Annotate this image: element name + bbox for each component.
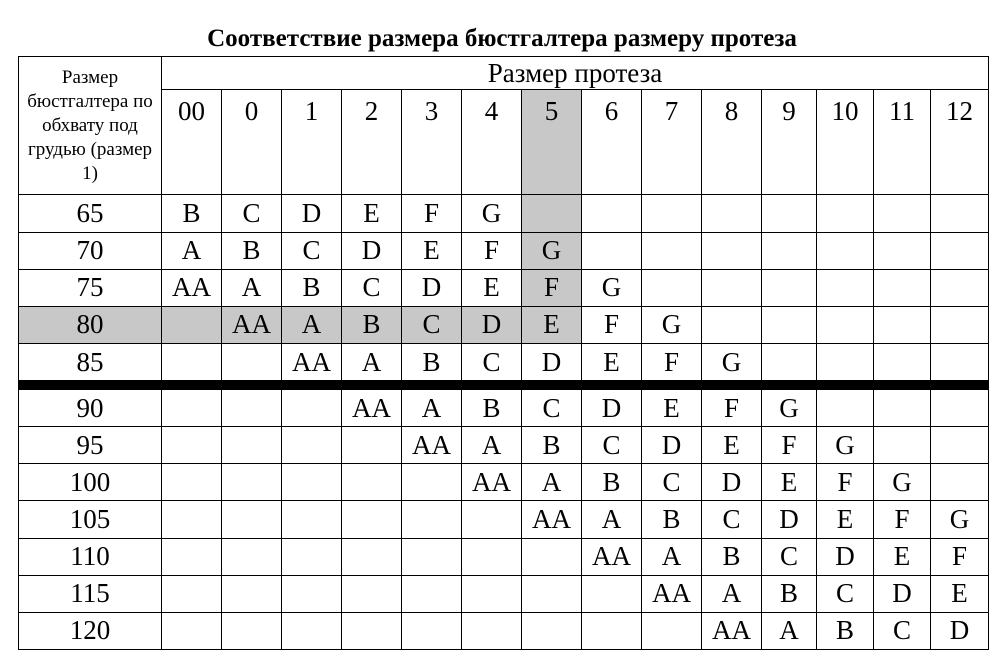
cup-size-cell: F	[762, 427, 817, 464]
cup-size-cell	[874, 385, 931, 427]
prosthesis-size-11: 11	[874, 90, 931, 195]
cup-size-cell: E	[342, 195, 402, 232]
cup-size-cell: AA	[342, 385, 402, 427]
table-row	[19, 538, 989, 575]
cup-size-cell	[817, 195, 874, 232]
table-row	[19, 232, 989, 269]
cup-size-cell: G	[462, 195, 522, 232]
cup-size-cell: F	[817, 464, 874, 501]
cup-size-cell: C	[817, 575, 874, 612]
page-title: Соответствие размера бюстгалтера размеру протеза	[207, 25, 797, 52]
cup-size-cell	[282, 501, 342, 538]
cup-size-cell	[817, 306, 874, 343]
cup-size-cell	[642, 612, 702, 649]
cup-size-cell	[702, 232, 762, 269]
cup-size-cell: A	[282, 306, 342, 343]
cup-size-cell: E	[642, 385, 702, 427]
cup-size-cell: D	[522, 343, 582, 385]
prosthesis-size-header: Размер протеза	[162, 57, 989, 90]
cup-size-cell: D	[702, 464, 762, 501]
cup-size-cell: E	[817, 501, 874, 538]
cup-size-cell: C	[522, 385, 582, 427]
cup-size-cell: D	[342, 232, 402, 269]
table-row	[19, 464, 989, 501]
cup-size-cell	[762, 343, 817, 385]
cup-size-cell: G	[642, 306, 702, 343]
band-size-header: Размер бюстгалтера по обхвату под грудью (размер 1)	[19, 57, 162, 195]
cup-size-cell: A	[222, 269, 282, 306]
band-size-cell: 100	[19, 464, 162, 501]
cup-size-cell: AA	[642, 575, 702, 612]
cup-size-cell	[222, 538, 282, 575]
cup-size-cell: C	[402, 306, 462, 343]
band-size-cell: 65	[19, 195, 162, 232]
cup-size-cell	[817, 269, 874, 306]
cup-size-cell	[162, 464, 222, 501]
cup-size-cell: C	[582, 427, 642, 464]
cup-size-cell: AA	[282, 343, 342, 385]
cup-size-cell	[402, 575, 462, 612]
cup-size-cell	[582, 195, 642, 232]
cup-size-cell	[931, 343, 989, 385]
table-row	[19, 306, 989, 343]
cup-size-cell: AA	[582, 538, 642, 575]
band-size-cell: 115	[19, 575, 162, 612]
cup-size-cell: G	[522, 232, 582, 269]
cup-size-cell: E	[582, 343, 642, 385]
cup-size-cell	[702, 306, 762, 343]
prosthesis-size-6: 6	[582, 90, 642, 195]
cup-size-cell: E	[702, 427, 762, 464]
cup-size-cell	[874, 269, 931, 306]
cup-size-cell	[931, 195, 989, 232]
cup-size-cell: AA	[522, 501, 582, 538]
cup-size-cell	[874, 427, 931, 464]
cup-size-cell: A	[582, 501, 642, 538]
cup-size-cell	[462, 538, 522, 575]
cup-size-cell	[702, 195, 762, 232]
cup-size-cell	[462, 612, 522, 649]
cup-size-cell	[762, 195, 817, 232]
cup-size-cell	[162, 343, 222, 385]
prosthesis-size-5: 5	[522, 90, 582, 195]
cup-size-cell: F	[874, 501, 931, 538]
band-size-cell: 80	[19, 306, 162, 343]
cup-size-cell	[931, 385, 989, 427]
cup-size-cell: B	[402, 343, 462, 385]
cup-size-cell: E	[402, 232, 462, 269]
cup-size-cell: G	[762, 385, 817, 427]
cup-size-cell: G	[817, 427, 874, 464]
cup-size-cell: A	[702, 575, 762, 612]
cup-size-cell	[162, 385, 222, 427]
cup-size-cell	[342, 612, 402, 649]
cup-size-cell	[874, 195, 931, 232]
cup-size-cell	[642, 269, 702, 306]
cup-size-cell	[282, 612, 342, 649]
cup-size-cell	[874, 343, 931, 385]
cup-size-cell: A	[762, 612, 817, 649]
cup-size-cell	[874, 232, 931, 269]
cup-size-cell	[282, 427, 342, 464]
cup-size-cell	[931, 427, 989, 464]
cup-size-cell	[931, 232, 989, 269]
cup-size-cell	[162, 501, 222, 538]
cup-size-cell	[282, 385, 342, 427]
cup-size-cell	[162, 575, 222, 612]
prosthesis-size-12: 12	[931, 90, 989, 195]
cup-size-cell: G	[702, 343, 762, 385]
cup-size-cell	[222, 343, 282, 385]
table-row	[19, 427, 989, 464]
cup-size-cell: F	[642, 343, 702, 385]
cup-size-cell	[642, 232, 702, 269]
cup-size-cell: B	[462, 385, 522, 427]
cup-size-cell: D	[762, 501, 817, 538]
table-row	[19, 343, 989, 385]
cup-size-cell	[762, 306, 817, 343]
cup-size-cell	[931, 269, 989, 306]
prosthesis-size-9: 9	[762, 90, 817, 195]
cup-size-cell	[402, 464, 462, 501]
cup-size-cell	[522, 575, 582, 612]
cup-size-cell: B	[162, 195, 222, 232]
cup-size-cell: A	[642, 538, 702, 575]
cup-size-cell: E	[462, 269, 522, 306]
cup-size-cell: F	[522, 269, 582, 306]
prosthesis-size-4: 4	[462, 90, 522, 195]
band-size-cell: 75	[19, 269, 162, 306]
cup-size-cell: D	[402, 269, 462, 306]
cup-size-cell	[762, 232, 817, 269]
cup-size-cell: F	[402, 195, 462, 232]
band-size-cell: 120	[19, 612, 162, 649]
cup-size-cell: B	[522, 427, 582, 464]
cup-size-cell	[162, 306, 222, 343]
table-row	[19, 385, 989, 427]
cup-size-cell: C	[762, 538, 817, 575]
cup-size-cell: F	[931, 538, 989, 575]
cup-size-cell: B	[582, 464, 642, 501]
cup-size-cell	[402, 501, 462, 538]
prosthesis-size-3: 3	[402, 90, 462, 195]
cup-size-cell	[222, 501, 282, 538]
cup-size-cell	[522, 612, 582, 649]
cup-size-cell	[874, 306, 931, 343]
cup-size-cell: AA	[702, 612, 762, 649]
cup-size-cell	[222, 612, 282, 649]
table-row	[19, 269, 989, 306]
cup-size-cell	[342, 575, 402, 612]
cup-size-cell	[222, 464, 282, 501]
cup-size-cell	[462, 501, 522, 538]
cup-size-cell	[342, 501, 402, 538]
cup-size-cell	[162, 612, 222, 649]
cup-size-cell: F	[702, 385, 762, 427]
cup-size-cell: C	[282, 232, 342, 269]
cup-size-cell: E	[931, 575, 989, 612]
cup-size-cell	[582, 575, 642, 612]
cup-size-cell: G	[931, 501, 989, 538]
cup-size-cell	[342, 427, 402, 464]
cup-size-cell	[582, 612, 642, 649]
cup-size-cell: F	[462, 232, 522, 269]
cup-size-cell	[282, 538, 342, 575]
cup-size-cell: D	[282, 195, 342, 232]
prosthesis-size-7: 7	[642, 90, 702, 195]
cup-size-cell	[222, 427, 282, 464]
prosthesis-size-8: 8	[702, 90, 762, 195]
cup-size-cell: B	[762, 575, 817, 612]
cup-size-cell	[522, 538, 582, 575]
band-size-cell: 95	[19, 427, 162, 464]
cup-size-cell	[931, 464, 989, 501]
cup-size-cell: D	[931, 612, 989, 649]
cup-size-cell: A	[462, 427, 522, 464]
cup-size-cell: A	[162, 232, 222, 269]
table-row	[19, 195, 989, 232]
cup-size-cell: C	[874, 612, 931, 649]
cup-size-cell	[342, 464, 402, 501]
cup-size-cell	[162, 427, 222, 464]
cup-size-cell: D	[582, 385, 642, 427]
cup-size-cell	[582, 232, 642, 269]
cup-size-cell: AA	[162, 269, 222, 306]
cup-size-cell: AA	[222, 306, 282, 343]
cup-size-cell: B	[817, 612, 874, 649]
cup-size-cell	[342, 538, 402, 575]
cup-size-cell: E	[762, 464, 817, 501]
prosthesis-size-2: 2	[342, 90, 402, 195]
cup-size-cell: C	[642, 464, 702, 501]
band-size-cell: 90	[19, 385, 162, 427]
cup-size-cell: C	[222, 195, 282, 232]
band-size-cell: 70	[19, 232, 162, 269]
table-row	[19, 501, 989, 538]
cup-size-cell: C	[702, 501, 762, 538]
cup-size-cell: B	[222, 232, 282, 269]
table-row	[19, 612, 989, 649]
cup-size-cell: G	[874, 464, 931, 501]
cup-size-cell	[222, 385, 282, 427]
cup-size-cell: B	[702, 538, 762, 575]
cup-size-cell: D	[642, 427, 702, 464]
table-row	[19, 575, 989, 612]
cup-size-cell: G	[582, 269, 642, 306]
cup-size-cell: D	[462, 306, 522, 343]
cup-size-cell	[162, 538, 222, 575]
band-size-cell: 110	[19, 538, 162, 575]
prosthesis-size-1: 1	[282, 90, 342, 195]
cup-size-cell	[642, 195, 702, 232]
cup-size-cell: AA	[402, 427, 462, 464]
cup-size-cell: A	[522, 464, 582, 501]
cup-size-cell	[817, 343, 874, 385]
cup-size-cell	[522, 195, 582, 232]
cup-size-cell: E	[874, 538, 931, 575]
cup-size-cell: F	[582, 306, 642, 343]
prosthesis-size-0: 0	[222, 90, 282, 195]
cup-size-cell	[817, 232, 874, 269]
cup-size-cell: B	[282, 269, 342, 306]
cup-size-cell: E	[522, 306, 582, 343]
cup-size-cell: C	[462, 343, 522, 385]
prosthesis-size-00: 00	[162, 90, 222, 195]
cup-size-cell: B	[342, 306, 402, 343]
cup-size-cell	[402, 538, 462, 575]
cup-size-cell	[702, 269, 762, 306]
cup-size-cell	[282, 464, 342, 501]
cup-size-cell	[762, 269, 817, 306]
cup-size-cell	[462, 575, 522, 612]
cup-size-cell	[817, 385, 874, 427]
cup-size-cell: C	[342, 269, 402, 306]
cup-size-cell	[282, 575, 342, 612]
cup-size-cell: D	[817, 538, 874, 575]
size-correspondence-table	[18, 56, 989, 650]
cup-size-cell: D	[874, 575, 931, 612]
band-size-cell: 85	[19, 343, 162, 385]
cup-size-cell: AA	[462, 464, 522, 501]
cup-size-cell	[931, 306, 989, 343]
cup-size-cell: A	[342, 343, 402, 385]
cup-size-cell: A	[402, 385, 462, 427]
cup-size-cell	[222, 575, 282, 612]
cup-size-cell: B	[642, 501, 702, 538]
prosthesis-size-10: 10	[817, 90, 874, 195]
cup-size-cell	[402, 612, 462, 649]
band-size-cell: 105	[19, 501, 162, 538]
